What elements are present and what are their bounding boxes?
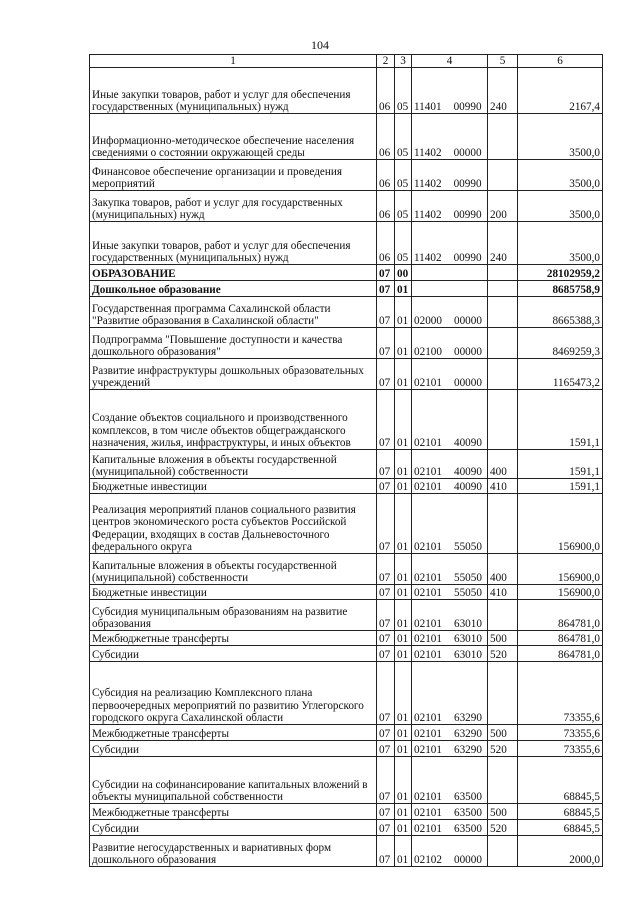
row-name: Иные закупки товаров, работ и услуг для обеспечения государственных (муниципальных) нужд — [90, 68, 377, 114]
row-expense-type: 400 — [488, 450, 518, 479]
target-article-direction: 00000 — [453, 853, 482, 866]
row-target-article — [412, 741, 488, 757]
target-article-direction: 55050 — [453, 571, 482, 584]
row-expense-type — [488, 836, 518, 867]
row-name: Капитальные вложения в объекты государственной (муниципальной) собственности — [90, 554, 377, 585]
row-amount: 156900,0 — [518, 585, 603, 600]
row-target-article — [412, 585, 488, 600]
target-article-direction: 55050 — [453, 540, 482, 553]
row-name: Развитие инфраструктуры дошкольных образовательных учреждений — [90, 359, 377, 390]
row-target-article — [412, 281, 488, 297]
row-amount: 2167,4 — [518, 68, 603, 114]
row-target-article — [412, 600, 488, 631]
row-target-article — [412, 836, 488, 867]
table-row — [90, 757, 603, 804]
table-header-row — [90, 55, 603, 68]
row-subsection: 01 — [395, 390, 412, 450]
row-section: 07 — [377, 281, 395, 297]
row-target-article — [412, 631, 488, 646]
row-target-article — [412, 494, 488, 554]
table-row — [90, 585, 603, 600]
page-number: 104 — [311, 38, 329, 52]
table-row — [90, 191, 603, 222]
row-section: 06 — [377, 191, 395, 222]
row-expense-type — [488, 328, 518, 359]
table-row — [90, 494, 603, 554]
table-row — [90, 479, 603, 494]
target-article-program: 02101 — [414, 436, 442, 449]
row-expense-type: 520 — [488, 741, 518, 757]
row-subsection: 01 — [395, 646, 412, 662]
row-amount: 73355,6 — [518, 662, 603, 725]
row-subsection: 01 — [395, 585, 412, 600]
row-section: 07 — [377, 450, 395, 479]
table-row — [90, 600, 603, 631]
target-article-direction: 63500 — [453, 822, 482, 835]
row-name: Субсидии — [90, 646, 377, 662]
target-article-direction: 00990 — [453, 100, 482, 113]
row-amount: 73355,6 — [518, 725, 603, 741]
target-article-program: 02101 — [414, 617, 442, 630]
target-article-program: 02101 — [414, 376, 442, 389]
row-expense-type: 240 — [488, 68, 518, 114]
row-subsection: 01 — [395, 662, 412, 725]
row-expense-type — [488, 114, 518, 160]
row-name: Бюджетные инвестиции — [90, 479, 377, 494]
row-amount: 1591,1 — [518, 479, 603, 494]
row-section: 07 — [377, 554, 395, 585]
row-subsection: 01 — [395, 836, 412, 867]
target-article-program: 11402 — [414, 208, 442, 221]
row-amount: 68845,5 — [518, 820, 603, 836]
target-article-direction: 63290 — [453, 727, 482, 740]
row-amount: 864781,0 — [518, 646, 603, 662]
row-amount: 864781,0 — [518, 600, 603, 631]
target-article-program: 02000 — [414, 314, 442, 327]
row-section: 07 — [377, 600, 395, 631]
row-target-article — [412, 646, 488, 662]
target-article-program: 02101 — [414, 465, 442, 478]
column-header: 2 — [377, 55, 395, 68]
row-expense-type: 240 — [488, 222, 518, 265]
table-row — [90, 631, 603, 646]
row-target-article — [412, 757, 488, 804]
target-article-direction: 63010 — [453, 632, 482, 645]
row-target-article — [412, 328, 488, 359]
row-section: 07 — [377, 804, 395, 820]
row-section: 06 — [377, 114, 395, 160]
target-article-program: 02100 — [414, 345, 442, 358]
row-target-article — [412, 662, 488, 725]
row-target-article — [412, 479, 488, 494]
row-expense-type — [488, 662, 518, 725]
row-target-article — [412, 297, 488, 328]
table-row — [90, 68, 603, 114]
row-subsection: 01 — [395, 281, 412, 297]
row-name: Межбюджетные трансферты — [90, 725, 377, 741]
row-section: 06 — [377, 222, 395, 265]
table-row — [90, 281, 603, 297]
row-name: Закупка товаров, работ и услуг для государственных (муниципальных) нужд — [90, 191, 377, 222]
row-name: Финансовое обеспечение организации и проведения мероприятий — [90, 160, 377, 191]
row-expense-type — [488, 297, 518, 328]
row-amount: 3500,0 — [518, 114, 603, 160]
target-article-direction: 40090 — [453, 465, 482, 478]
row-amount: 68845,5 — [518, 757, 603, 804]
row-amount: 8685758,9 — [518, 281, 603, 297]
row-target-article — [412, 160, 488, 191]
target-article-direction: 40090 — [453, 436, 482, 449]
row-name: Подпрограмма "Повышение доступности и качества дошкольного образования" — [90, 328, 377, 359]
column-header: 6 — [518, 55, 603, 68]
column-header: 1 — [90, 55, 377, 68]
row-section: 07 — [377, 741, 395, 757]
table-row — [90, 804, 603, 820]
row-amount: 2000,0 — [518, 836, 603, 867]
row-amount: 28102959,2 — [518, 265, 603, 281]
row-amount: 8469259,3 — [518, 328, 603, 359]
row-section: 07 — [377, 265, 395, 281]
row-target-article — [412, 265, 488, 281]
row-expense-type: 410 — [488, 585, 518, 600]
target-article-direction: 63290 — [453, 743, 482, 756]
row-name: Государственная программа Сахалинской области "Развитие образования в Сахалинской области" — [90, 297, 377, 328]
table-row — [90, 836, 603, 867]
row-expense-type: 520 — [488, 646, 518, 662]
row-name: Межбюджетные трансферты — [90, 631, 377, 646]
row-amount: 1591,1 — [518, 450, 603, 479]
target-article-program: 02101 — [414, 806, 442, 819]
row-subsection: 05 — [395, 191, 412, 222]
row-subsection: 01 — [395, 554, 412, 585]
target-article-direction: 63010 — [453, 648, 482, 661]
table-row — [90, 554, 603, 585]
budget-table — [89, 54, 603, 867]
table-row — [90, 820, 603, 836]
row-subsection: 01 — [395, 631, 412, 646]
row-expense-type — [488, 757, 518, 804]
target-article-program: 02101 — [414, 480, 442, 493]
row-amount: 1165473,2 — [518, 359, 603, 390]
row-name: Иные закупки товаров, работ и услуг для обеспечения государственных (муниципальных) нужд — [90, 222, 377, 265]
row-target-article — [412, 450, 488, 479]
row-section: 07 — [377, 725, 395, 741]
row-expense-type: 520 — [488, 820, 518, 836]
row-expense-type — [488, 494, 518, 554]
row-expense-type — [488, 265, 518, 281]
row-subsection: 05 — [395, 222, 412, 265]
target-article-program: 02101 — [414, 632, 442, 645]
row-name: Информационно-методическое обеспечение населения сведениями о состоянии окружающей среды — [90, 114, 377, 160]
target-article-program: 11402 — [414, 177, 442, 190]
row-target-article — [412, 68, 488, 114]
row-expense-type: 200 — [488, 191, 518, 222]
row-section: 07 — [377, 297, 395, 328]
row-target-article — [412, 725, 488, 741]
target-article-program: 11402 — [414, 146, 442, 159]
target-article-direction: 00990 — [453, 208, 482, 221]
column-header: 5 — [488, 55, 518, 68]
row-section: 07 — [377, 646, 395, 662]
row-section: 07 — [377, 585, 395, 600]
row-subsection: 05 — [395, 160, 412, 191]
target-article-direction: 00990 — [453, 251, 482, 264]
target-article-program: 02102 — [414, 853, 442, 866]
row-section: 07 — [377, 494, 395, 554]
row-name: Развитие негосударственных и вариативных форм дошкольного образования — [90, 836, 377, 867]
table-row — [90, 450, 603, 479]
row-amount: 156900,0 — [518, 494, 603, 554]
row-subsection: 01 — [395, 359, 412, 390]
target-article-program: 02101 — [414, 648, 442, 661]
row-expense-type — [488, 390, 518, 450]
row-name: Создание объектов социального и производственного комплексов, в том числе объектов общегражданского назначения, жилья, инфраструктуры, и иных объектов — [90, 390, 377, 450]
row-expense-type: 410 — [488, 479, 518, 494]
row-section: 07 — [377, 757, 395, 804]
column-header: 3 — [395, 55, 412, 68]
row-section: 07 — [377, 836, 395, 867]
target-article-direction: 00000 — [453, 146, 482, 159]
row-name: Межбюджетные трансферты — [90, 804, 377, 820]
table-row — [90, 725, 603, 741]
row-subsection: 05 — [395, 68, 412, 114]
row-name: Субсидия на реализацию Комплексного плана первоочередных мероприятий по развитию Углегорского городского округа Сахалинской области — [90, 662, 377, 725]
row-section: 07 — [377, 820, 395, 836]
row-expense-type — [488, 160, 518, 191]
row-section: 07 — [377, 390, 395, 450]
row-section: 06 — [377, 68, 395, 114]
row-amount: 1591,1 — [518, 390, 603, 450]
target-article-program: 02101 — [414, 571, 442, 584]
row-target-article — [412, 114, 488, 160]
target-article-direction: 00000 — [453, 314, 482, 327]
row-section: 07 — [377, 631, 395, 646]
row-name: Субсидии — [90, 741, 377, 757]
row-subsection: 00 — [395, 265, 412, 281]
row-amount: 73355,6 — [518, 741, 603, 757]
column-header: 4 — [412, 55, 488, 68]
row-target-article — [412, 554, 488, 585]
row-amount: 3500,0 — [518, 160, 603, 191]
target-article-direction: 63290 — [453, 711, 482, 724]
row-target-article — [412, 222, 488, 265]
row-subsection: 01 — [395, 600, 412, 631]
table-row — [90, 390, 603, 450]
row-name: ОБРАЗОВАНИЕ — [90, 265, 377, 281]
row-subsection: 01 — [395, 820, 412, 836]
table-row — [90, 328, 603, 359]
row-section: 06 — [377, 160, 395, 191]
row-subsection: 01 — [395, 804, 412, 820]
target-article-program: 02101 — [414, 790, 442, 803]
row-expense-type: 500 — [488, 631, 518, 646]
row-subsection: 01 — [395, 450, 412, 479]
target-article-direction: 00990 — [453, 177, 482, 190]
row-expense-type — [488, 281, 518, 297]
row-subsection: 01 — [395, 725, 412, 741]
row-name: Капитальные вложения в объекты государственной (муниципальной) собственности — [90, 450, 377, 479]
target-article-program: 02101 — [414, 822, 442, 835]
table-body — [90, 68, 603, 867]
table-row — [90, 662, 603, 725]
row-target-article — [412, 359, 488, 390]
target-article-direction: 00000 — [453, 345, 482, 358]
row-subsection: 01 — [395, 741, 412, 757]
target-article-direction: 63500 — [453, 790, 482, 803]
target-article-direction: 63500 — [453, 806, 482, 819]
target-article-direction: 40090 — [453, 480, 482, 493]
target-article-program: 02101 — [414, 711, 442, 724]
target-article-program: 11402 — [414, 251, 442, 264]
target-article-program: 02101 — [414, 586, 442, 599]
target-article-program: 02101 — [414, 727, 442, 740]
row-name: Субсидия муниципальным образованиям на развитие образования — [90, 600, 377, 631]
row-subsection: 01 — [395, 757, 412, 804]
row-amount: 156900,0 — [518, 554, 603, 585]
row-section: 07 — [377, 662, 395, 725]
row-expense-type — [488, 359, 518, 390]
table-row — [90, 741, 603, 757]
row-name: Бюджетные инвестиции — [90, 585, 377, 600]
row-target-article — [412, 804, 488, 820]
row-amount: 3500,0 — [518, 191, 603, 222]
target-article-program: 11401 — [414, 100, 442, 113]
row-amount: 3500,0 — [518, 222, 603, 265]
target-article-direction: 55050 — [453, 586, 482, 599]
row-amount: 68845,5 — [518, 804, 603, 820]
row-target-article — [412, 820, 488, 836]
row-amount: 864781,0 — [518, 631, 603, 646]
target-article-direction: 00000 — [453, 376, 482, 389]
target-article-program: 02101 — [414, 743, 442, 756]
row-subsection: 01 — [395, 479, 412, 494]
row-subsection: 01 — [395, 494, 412, 554]
row-expense-type: 500 — [488, 725, 518, 741]
row-subsection: 01 — [395, 328, 412, 359]
row-target-article — [412, 390, 488, 450]
row-name: Субсидии — [90, 820, 377, 836]
row-section: 07 — [377, 359, 395, 390]
row-section: 07 — [377, 328, 395, 359]
row-subsection: 01 — [395, 297, 412, 328]
target-article-program: 02101 — [414, 540, 442, 553]
table-row — [90, 265, 603, 281]
row-name: Дошкольное образование — [90, 281, 377, 297]
row-expense-type — [488, 600, 518, 631]
table-row — [90, 646, 603, 662]
row-name: Реализация мероприятий планов социального развития центров экономического роста субъектов Российской Федерации, входящих в состав Дальневосточного федерального округа — [90, 494, 377, 554]
table-row — [90, 359, 603, 390]
table-row — [90, 222, 603, 265]
row-target-article — [412, 191, 488, 222]
target-article-direction: 63010 — [453, 617, 482, 630]
row-name: Субсидии на софинансирование капитальных вложений в объекты муниципальной собственности — [90, 757, 377, 804]
row-expense-type: 400 — [488, 554, 518, 585]
table-row — [90, 160, 603, 191]
row-section: 07 — [377, 479, 395, 494]
row-expense-type: 500 — [488, 804, 518, 820]
table-row — [90, 297, 603, 328]
table-row — [90, 114, 603, 160]
row-amount: 8665388,3 — [518, 297, 603, 328]
row-subsection: 05 — [395, 114, 412, 160]
